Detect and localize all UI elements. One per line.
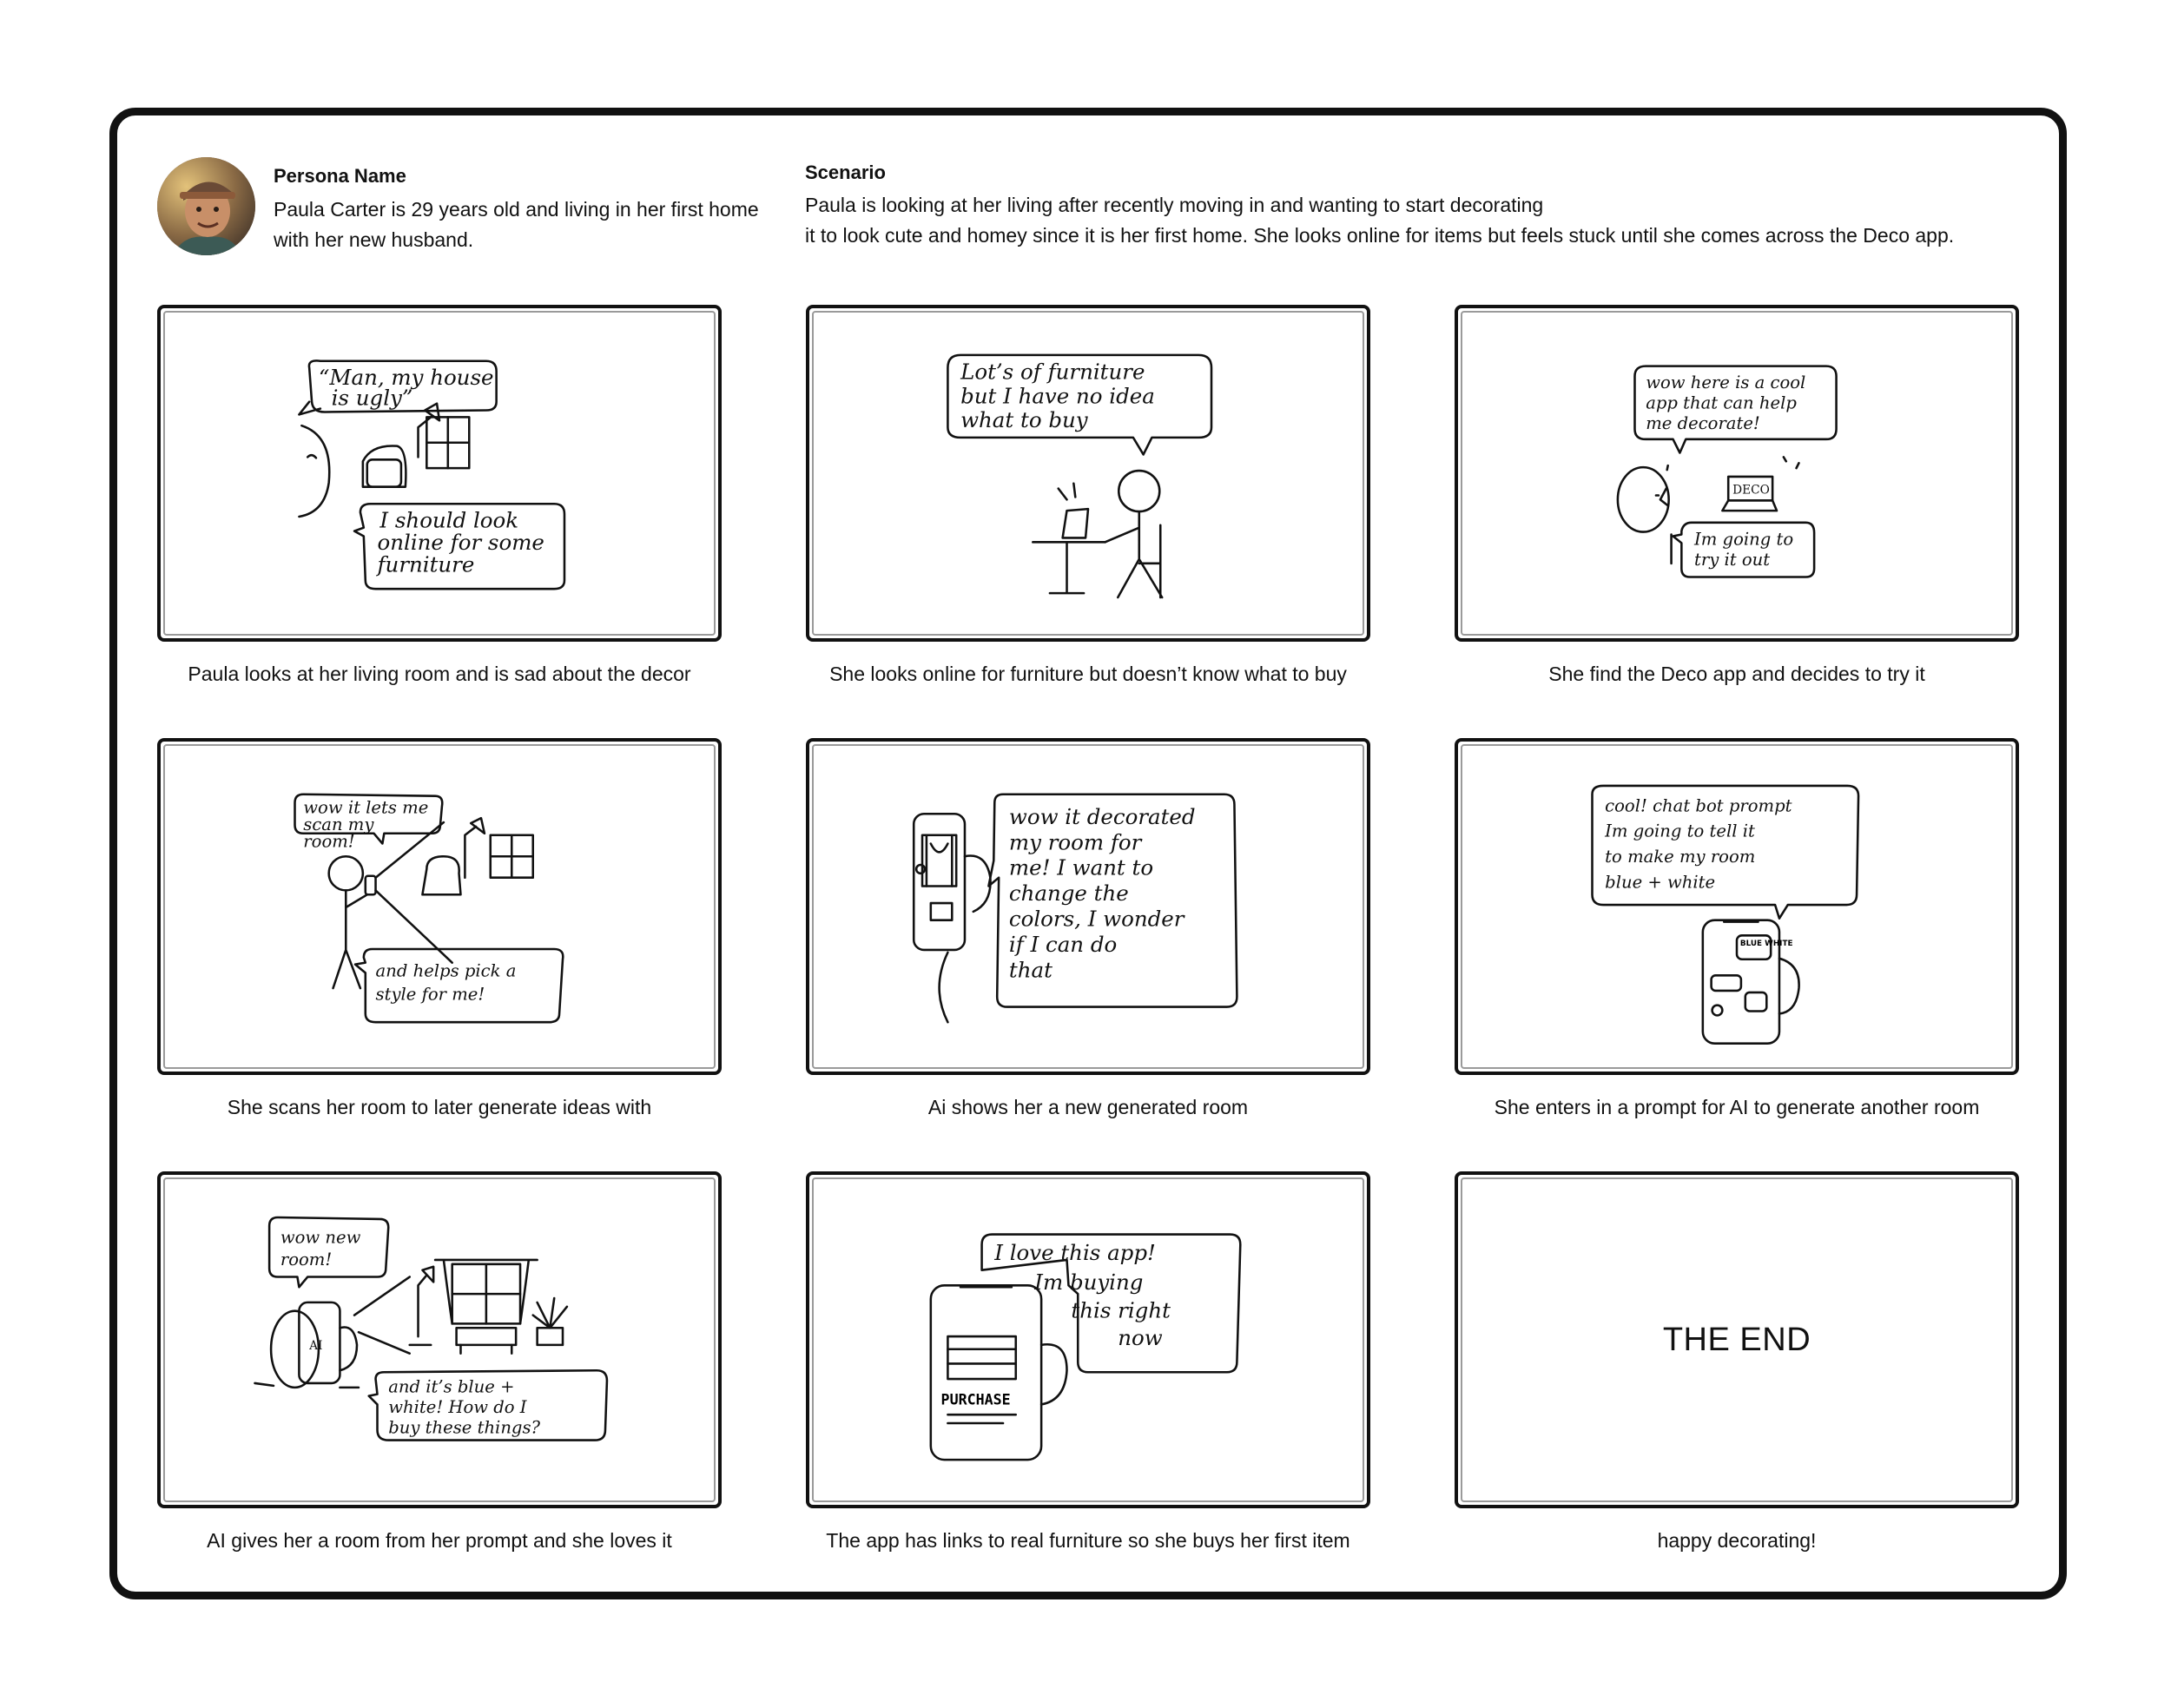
bubble-text: Im going to	[1694, 529, 1794, 550]
panel-9-caption: happy decorating!	[1657, 1529, 1817, 1552]
panel-6-caption: She enters in a prompt for AI to generate another room	[1494, 1096, 1980, 1118]
scenario-line-1: Paula is looking at her living after recently moving in and wanting to start decorating	[805, 194, 1544, 216]
scenario-title: Scenario	[805, 162, 886, 183]
phone-ai-label: AI	[309, 1338, 323, 1353]
bubble-text: try it out	[1694, 549, 1771, 570]
panel-5-caption: Ai shows her a new generated room	[927, 1096, 1249, 1118]
sketch-purchase	[809, 1175, 1367, 1505]
persona-description: Paula Carter is 29 years old and living in her first home with her new husband.	[274, 198, 759, 251]
bubble-text: scan my	[303, 814, 374, 834]
sketch-scanning-room	[161, 742, 718, 1072]
bubble-text: “Man, my house	[318, 365, 494, 391]
bubble-text: furniture	[377, 551, 475, 577]
bubble-text: that	[1008, 957, 1053, 983]
storyboard-panel-6	[1455, 738, 2019, 1075]
bubble-text: me decorate!	[1646, 413, 1760, 434]
deco-logo-text: DECO	[1732, 483, 1770, 498]
bubble-text: me! I want to	[1008, 854, 1154, 880]
storyboard-panel-1	[157, 305, 722, 642]
bubble-text: app that can help	[1646, 392, 1797, 413]
bubble-text: wow it decorated	[1008, 804, 1196, 829]
bubble-text: and it’s blue +	[388, 1376, 515, 1397]
bubble-text: buy these things?	[388, 1417, 541, 1438]
storyboard-panel-2	[806, 305, 1370, 642]
storyboard-panel-8	[806, 1171, 1370, 1508]
bubble-text: I love this app!	[994, 1239, 1156, 1265]
bubble-text: and helps pick a	[375, 960, 517, 981]
sketch-generated-room	[809, 742, 1367, 1072]
purchase-button-label: PURCHASE	[940, 1391, 1011, 1408]
storyboard-panel-3	[1455, 305, 2019, 642]
chat-chip-text: BLUE WHITE	[1739, 940, 1793, 949]
bubble-text: wow new	[280, 1227, 361, 1248]
persona-avatar	[157, 157, 255, 255]
bubble-text: what to buy	[960, 407, 1088, 433]
panel-7-caption: AI gives her a room from her prompt and she loves it	[207, 1529, 672, 1552]
bubble-text: this right	[1071, 1297, 1171, 1323]
bubble-text: Lot’s of furniture	[960, 359, 1145, 385]
bubble-text: colors, I wonder	[1008, 906, 1184, 932]
bubble-text: I should look	[379, 507, 519, 533]
bubble-text: wow here is a cool	[1646, 373, 1806, 393]
bubble-text: is ugly”	[331, 385, 413, 411]
sketch-chat-prompt	[1458, 742, 2016, 1072]
bubble-text: but I have no idea	[960, 383, 1155, 409]
avatar-image	[157, 157, 255, 255]
bubble-text: room!	[280, 1249, 333, 1269]
storyboard-panel-5	[806, 738, 1370, 1075]
storyboard-panel-9	[1455, 1171, 2019, 1508]
sketch-new-room	[161, 1175, 718, 1505]
the-end-text: THE END	[1662, 1321, 1811, 1358]
scenario-line-2: it to look cute and homey since it is her first home. She looks online for items but feels stuck until she comes across the Deco app.	[805, 224, 1955, 247]
persona-title: Persona Name	[274, 165, 406, 187]
bubble-text: now	[1118, 1324, 1163, 1350]
panel-1-caption: Paula looks at her living room and is sad about the decor	[188, 663, 691, 685]
bubble-text: room!	[303, 831, 355, 852]
bubble-text: Im going to tell it	[1605, 821, 1755, 841]
bubble-text: blue + white	[1605, 872, 1716, 893]
panel-4-caption: She scans her room to later generate ideas with	[227, 1096, 652, 1118]
bubble-text: change the	[1008, 880, 1129, 907]
bubble-text: style for me!	[375, 984, 485, 1005]
bubble-text: cool! chat bot prompt	[1605, 795, 1792, 816]
storyboard-panel-4	[157, 738, 722, 1075]
panel-2-caption: She looks online for furniture but doesn’t know what to buy	[829, 663, 1347, 685]
storyboard-panel-7	[157, 1171, 722, 1508]
panel-3-caption: She find the Deco app and decides to try it	[1548, 663, 1925, 685]
sketch-online-shopping	[809, 308, 1367, 638]
scenario-description	[805, 190, 2056, 251]
bubble-text: online for some	[377, 530, 544, 556]
bubble-text: wow it lets me	[303, 797, 429, 818]
panel-8-caption: The app has links to real furniture so she buys her first item	[826, 1529, 1350, 1552]
bubble-text: to make my room	[1605, 847, 1756, 867]
sketch-finding-app	[1458, 308, 2016, 638]
sketch-living-room	[161, 308, 718, 638]
bubble-text: my room for	[1008, 829, 1142, 855]
bubble-text: white! How do I	[388, 1397, 527, 1418]
bubble-text: if I can do	[1008, 931, 1118, 957]
bubble-text: Im buying	[1034, 1269, 1144, 1296]
